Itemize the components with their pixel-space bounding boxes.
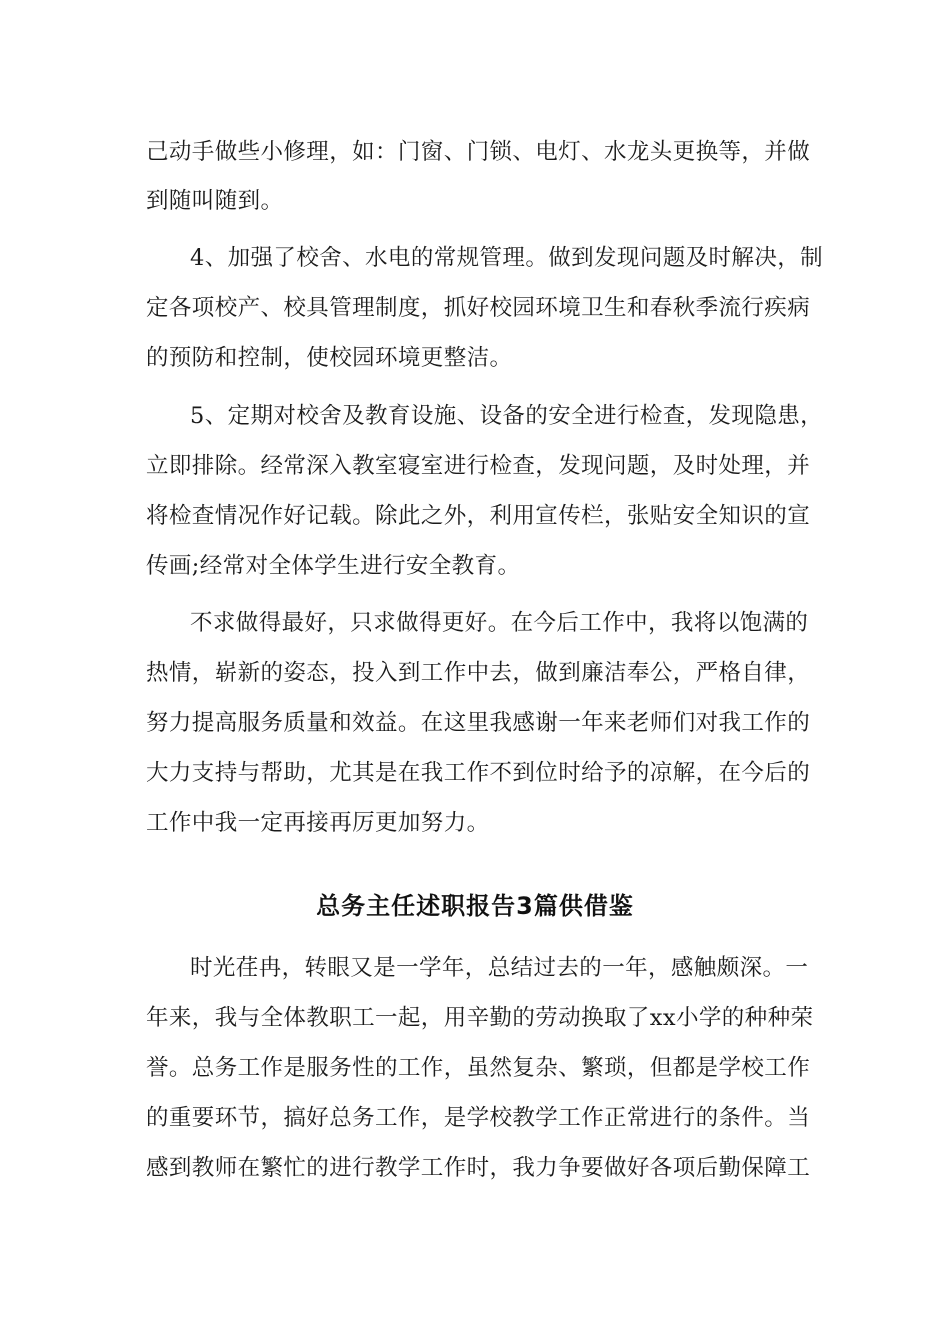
text-line: 努力提高服务质量和效益。在这里我感谢一年来老师们对我工作的: [146, 710, 811, 736]
paragraph-start-line: 5、定期对校舍及教育设施、设备的安全进行检查，发现隐患，: [190, 403, 824, 429]
text-line: 传画;经常对全体学生进行安全教育。: [146, 553, 521, 579]
text-line: 到随叫随到。: [146, 188, 284, 214]
text-line: 大力支持与帮助，尤其是在我工作不到位时给予的凉解，在今后的: [146, 760, 811, 786]
text-line: 年来，我与全体教职工一起，用辛勤的劳动换取了xx小学的种种荣: [146, 1005, 814, 1031]
text-line: 定各项校产、校具管理制度，抓好校园环境卫生和春秋季流行疾病: [146, 295, 811, 321]
section-heading: 总务主任述职报告3篇供借鉴: [316, 892, 634, 920]
paragraph-start-line: 4、加强了校舍、水电的常规管理。做到发现问题及时解决，制: [190, 245, 824, 271]
text-line: 热情，崭新的姿态，投入到工作中去，做到廉洁奉公，严格自律，: [146, 660, 811, 686]
text-line: 工作中我一定再接再厉更加努力。: [146, 810, 490, 836]
text-line: 的重要环节，搞好总务工作，是学校教学工作正常进行的条件。当: [146, 1105, 811, 1131]
text-line: 己动手做些小修理，如：门窗、门锁、电灯、水龙头更换等，并做: [146, 139, 811, 165]
text-line: 誉。总务工作是服务性的工作，虽然复杂、繁琐，但都是学校工作: [146, 1055, 811, 1081]
paragraph-start-line: 时光荏冉，转眼又是一学年，总结过去的一年，感触颇深。一: [190, 955, 809, 981]
text-line: 将检查情况作好记载。除此之外，利用宣传栏，张贴安全知识的宣: [146, 503, 811, 529]
text-line: 立即排除。经常深入教室寝室进行检查，发现问题，及时处理，并: [146, 453, 811, 479]
paragraph-start-line: 不求做得最好，只求做得更好。在今后工作中，我将以饱满的: [190, 610, 809, 636]
text-line: 的预防和控制，使校园环境更整洁。: [146, 345, 513, 371]
text-line: 感到教师在繁忙的进行教学工作时，我力争要做好各项后勤保障工: [146, 1155, 811, 1181]
